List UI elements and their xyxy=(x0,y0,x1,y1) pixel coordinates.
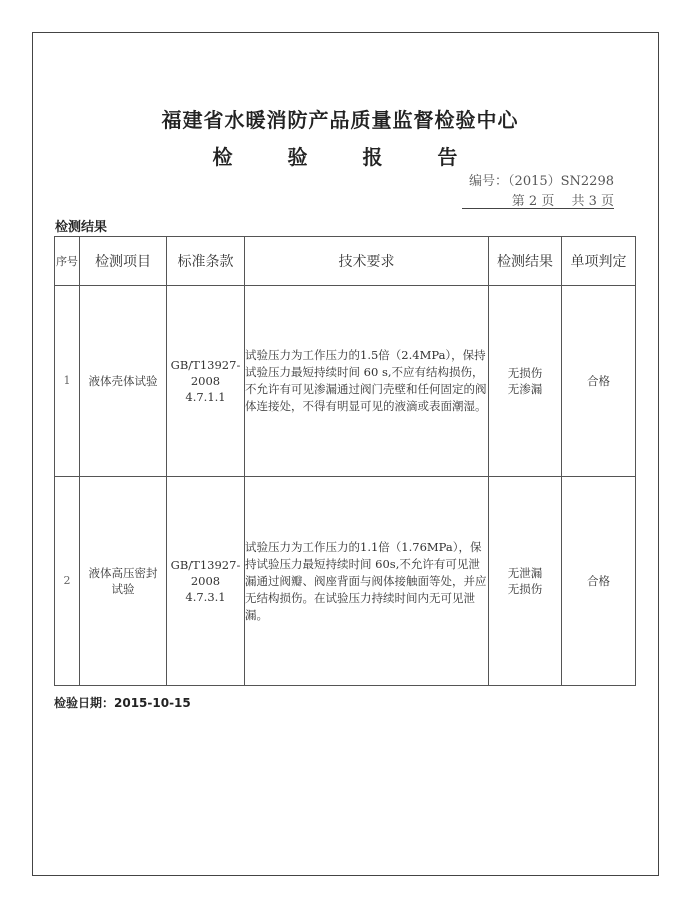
row-item: 液体壳体试验 xyxy=(80,286,167,477)
section-title: 检测结果 xyxy=(55,220,108,235)
inspection-date: 检验日期：2015-10-15 xyxy=(54,696,191,710)
row-clause xyxy=(167,286,245,477)
header-requirement: 技术要求 xyxy=(245,237,489,286)
clause-line: GB/T13927- xyxy=(170,358,241,372)
row-item xyxy=(80,477,167,686)
row-verdict: 合格 xyxy=(562,477,636,686)
clause-line: 2008 xyxy=(190,574,221,588)
results-table xyxy=(54,236,636,686)
row-seq: 2 xyxy=(55,477,80,686)
item-line: 试验 xyxy=(111,582,135,596)
result-line: 无泄漏 xyxy=(507,566,543,580)
table-row xyxy=(55,477,636,686)
report-number: 编号：（2015）SN2298 xyxy=(469,174,614,189)
clause-line: GB/T13927- xyxy=(170,558,241,572)
result-line: 无损伤 xyxy=(507,582,543,596)
document-title: 检 验 报 告 xyxy=(212,145,482,169)
row-seq: 1 xyxy=(55,286,80,477)
result-line: 无损伤 xyxy=(507,366,543,380)
page-info: 第 2 页 共 3 页 xyxy=(511,194,614,209)
clause-line: 2008 xyxy=(190,374,221,388)
table-header-row xyxy=(55,237,636,286)
clause-line: 4.7.1.1 xyxy=(185,390,226,404)
result-line: 无渗漏 xyxy=(507,382,543,396)
page-info-underline xyxy=(462,208,614,209)
header-result: 检测结果 xyxy=(489,237,562,286)
organization-name: 福建省水暖消防产品质量监督检验中心 xyxy=(161,108,519,132)
row-requirement: 试验压力为工作压力的1.5倍（2.4MPa），保持试验压力最短持续时间 60 s,不应有结构损伤，不允许有可见渗漏通过阀门壳壁和任何固定的阀体连接处，不得有明显可见的液滴或表面潮湿。 xyxy=(245,286,489,477)
row-result xyxy=(489,286,562,477)
header-clause: 标准条款 xyxy=(167,237,245,286)
item-line: 液体高压密封 xyxy=(88,566,158,580)
clause-line: 4.7.3.1 xyxy=(185,590,226,604)
row-result xyxy=(489,477,562,686)
header-seq: 序号 xyxy=(55,237,80,286)
header-verdict: 单项判定 xyxy=(562,237,636,286)
table-row xyxy=(55,286,636,477)
header-item: 检测项目 xyxy=(80,237,167,286)
row-requirement: 试验压力为工作压力的1.1倍（1.76MPa），保持试验压力最短持续时间 60s,不允许有可见泄漏通过阀瓣、阀座背面与阀体接触面等处，并应无结构损伤。在试验压力持续时间内无可见泄漏。 xyxy=(245,477,489,686)
row-verdict: 合格 xyxy=(562,286,636,477)
row-clause xyxy=(167,477,245,686)
